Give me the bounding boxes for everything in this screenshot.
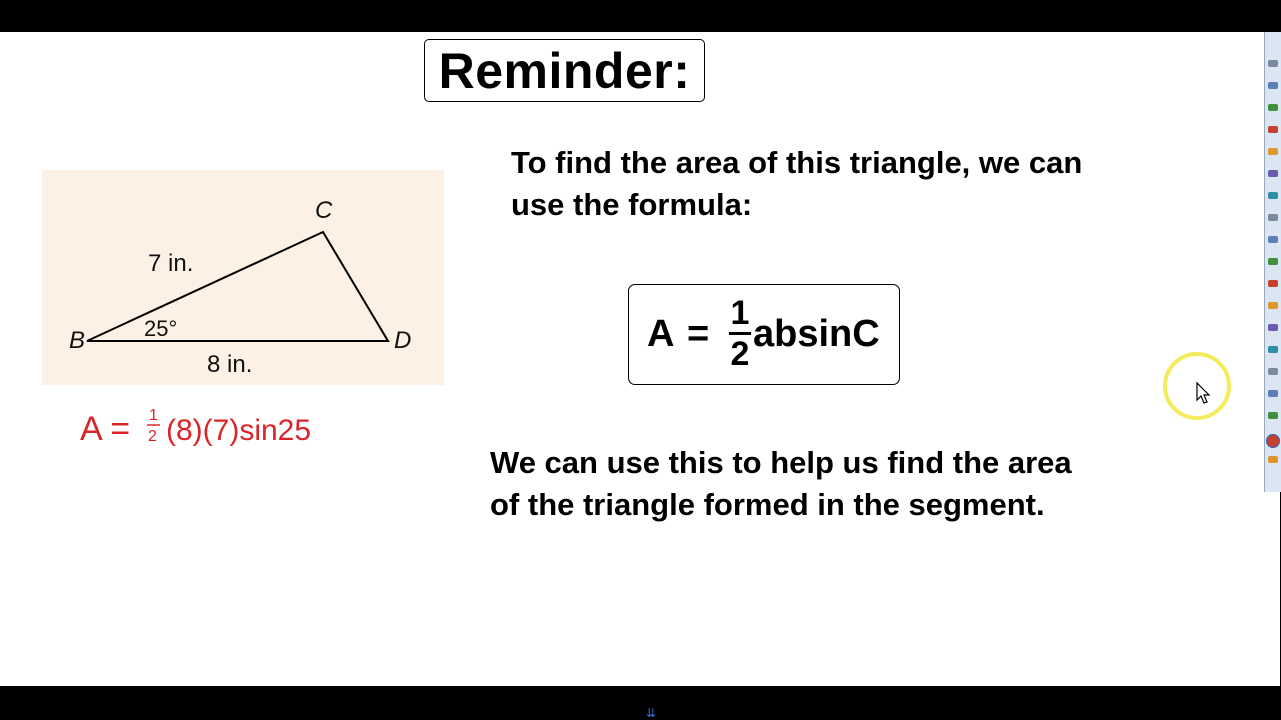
angle-b-label: 25°	[144, 316, 178, 341]
arrow-icon[interactable]	[1268, 60, 1278, 67]
area-formula-box	[628, 284, 900, 385]
handwriting-figure	[78, 394, 378, 454]
pen-icon[interactable]	[1268, 126, 1278, 133]
close-icon[interactable]	[1268, 456, 1278, 463]
handwritten-formula	[78, 394, 378, 454]
redo-icon[interactable]	[1268, 324, 1278, 331]
back-icon[interactable]	[1268, 412, 1278, 419]
shape-icon[interactable]	[1268, 214, 1278, 221]
delete-icon[interactable]	[1268, 346, 1278, 353]
side-bc-label: 7 in.	[148, 250, 194, 277]
highlighter-icon[interactable]	[1268, 148, 1278, 155]
segment-area-text: We can use this to help us find the area of the triangle formed in the segment.	[490, 445, 1072, 522]
eraser-icon[interactable]	[1268, 170, 1278, 177]
page-icon[interactable]	[1268, 390, 1278, 397]
mouse-cursor-icon	[1196, 382, 1212, 406]
formula-equals: =	[687, 313, 710, 355]
title-box	[424, 39, 705, 102]
handwriting-fraction-denominator: 2	[148, 428, 157, 445]
vertex-b-label: B	[69, 327, 86, 354]
vertex-c-label: C	[315, 197, 333, 224]
triangle-figure	[42, 170, 444, 385]
triangle-diagram	[42, 170, 444, 385]
side-bd-label: 8 in.	[207, 351, 253, 378]
handwriting-lhs: A =	[80, 410, 131, 448]
screen-shade-icon[interactable]	[1268, 368, 1278, 375]
image-icon[interactable]	[1268, 104, 1278, 111]
formula-rhs: absinC	[753, 313, 880, 355]
formula-fraction	[729, 295, 751, 372]
handwriting-fraction-numerator: 1	[149, 407, 158, 424]
formula-lhs: A	[647, 313, 675, 355]
page-title: Reminder:	[438, 42, 691, 99]
handwriting-rhs: (8)(7)sin25	[166, 414, 312, 447]
select-icon[interactable]	[1268, 82, 1278, 89]
formula-numerator: 1	[730, 294, 750, 332]
text-icon[interactable]	[1268, 258, 1278, 265]
side-toolbar	[1264, 32, 1281, 492]
formula-intro-text: To find the area of this triangle, we can use the formula:	[511, 145, 1083, 222]
fill-icon[interactable]	[1268, 236, 1278, 243]
slide-canvas	[0, 32, 1280, 720]
line-icon[interactable]	[1268, 192, 1278, 199]
scroll-marker-icon[interactable]: ⇊	[646, 706, 657, 720]
table-icon[interactable]	[1268, 280, 1278, 287]
formula-denominator: 2	[730, 335, 750, 373]
forward-icon[interactable]	[1266, 434, 1280, 448]
vertex-d-label: D	[394, 327, 412, 354]
undo-icon[interactable]	[1268, 302, 1278, 309]
